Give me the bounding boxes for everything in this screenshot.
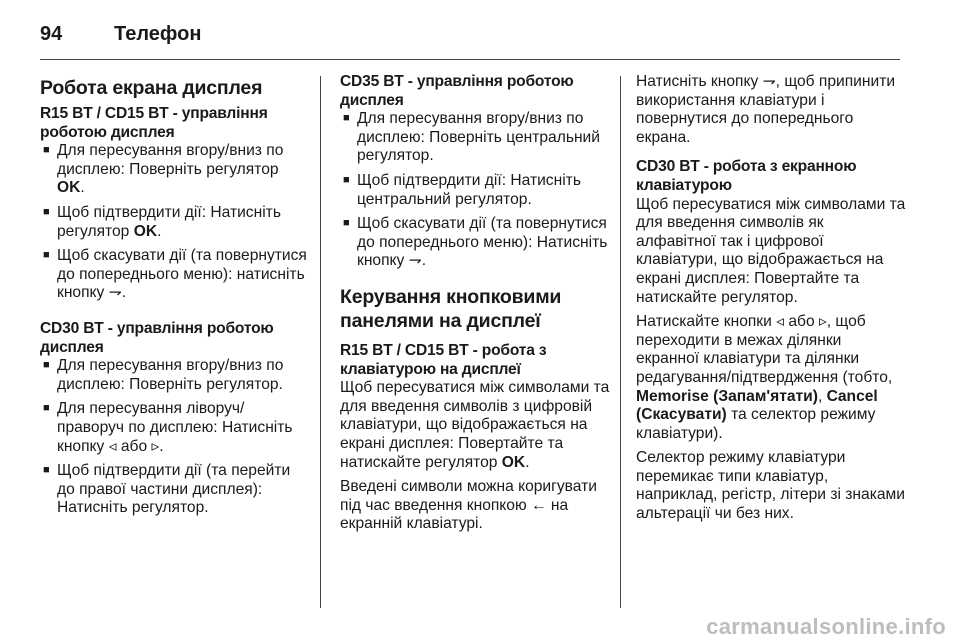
bullet-list <box>40 142 308 303</box>
watermark: carmanualsonline.info <box>706 614 946 639</box>
column-2 <box>340 62 610 534</box>
bullet-list <box>40 357 308 518</box>
paragraph: Введені символи можна коригувати під час введення кнопкою ← на екранній клавіатурі. <box>340 478 597 533</box>
paragraph: Натискайте кнопки ◃ або ▹, щоб переходити в межах ділянки екранної клавіатури та ділянки редагування/підтвердження (тобто, Memorise (Запам'ятати), Cancel (Скасувати) та селектор режиму клавіатури). <box>636 313 893 442</box>
column-1 <box>40 62 308 524</box>
list-item: ■ Щоб підтвердити дії: Натисніть центральний регулятор. <box>340 172 610 209</box>
subsection-title: CD30 BT - управління роботою дисплея <box>40 319 274 356</box>
list-item: ■ Щоб підтвердити дії: Натисніть регулятор OK. <box>40 204 308 241</box>
header-rule <box>40 59 900 60</box>
list-item: ■ Для пересування вгору/вниз по дисплею: Поверніть регулятор OK. <box>40 142 308 198</box>
chapter-title: Телефон <box>114 22 202 45</box>
section-heading: Керування кнопковими панелями на дисплеї <box>340 285 562 332</box>
section-heading: Робота екрана дисплея <box>40 77 263 99</box>
subsection-title: R15 BT / CD15 BT - управління роботою дисплея <box>40 105 268 141</box>
subsection-title: CD30 BT - робота з екранною клавіатурою <box>636 158 857 194</box>
page-number: 94 <box>40 22 63 45</box>
list-item: ■ Щоб скасувати дії (та повернутися до попереднього меню): натисніть кнопку ⇁. <box>40 247 308 303</box>
paragraph: Щоб пересуватися між символами та для введення символів з цифровій клавіатури, що відображається на екрані дисплея: Повертайте та натискайте регулятор OK. <box>340 379 610 471</box>
paragraph: Натисніть кнопку ⇁, щоб припинити використання клавіатури і повернутися до попереднього екрана. <box>636 73 896 146</box>
list-item: ■ Для пересування ліворуч/праворуч по дисплею: Натисніть кнопку ◃ або ▹. <box>40 400 308 456</box>
list-item: ■ Для пересування вгору/вниз по дисплею: Поверніть центральний регулятор. <box>340 110 610 166</box>
paragraph: Щоб пересуватися між символами та для введення символів як алфавітної так і цифрової клавіатури, що відображається на екрані дисплея: Повертайте та натискайте регулятор. <box>636 195 906 306</box>
subsection-title: R15 BT / CD15 BT - робота з клавіатурою на дисплеї <box>340 341 547 378</box>
list-item: ■ Щоб скасувати дії (та повернутися до попереднього меню): Натисніть кнопку ⇁. <box>340 215 610 271</box>
list-item: ■ Щоб підтвердити дії (та перейти до правої частини дисплея): Натисніть регулятор. <box>40 462 308 518</box>
bullet-list <box>340 110 610 271</box>
column-divider-1 <box>320 76 321 608</box>
column-3 <box>636 62 906 524</box>
page-header <box>40 14 201 54</box>
column-divider-2 <box>620 76 621 608</box>
subsection-title: CD35 BT - управління роботою дисплея <box>340 73 574 109</box>
paragraph: Селектор режиму клавіатури перемикає типи клавіатур, наприклад, регістр, літери зі знаками альтерації чи без них. <box>636 449 905 523</box>
list-item: ■ Для пересування вгору/вниз по дисплею: Поверніть регулятор. <box>40 357 308 394</box>
